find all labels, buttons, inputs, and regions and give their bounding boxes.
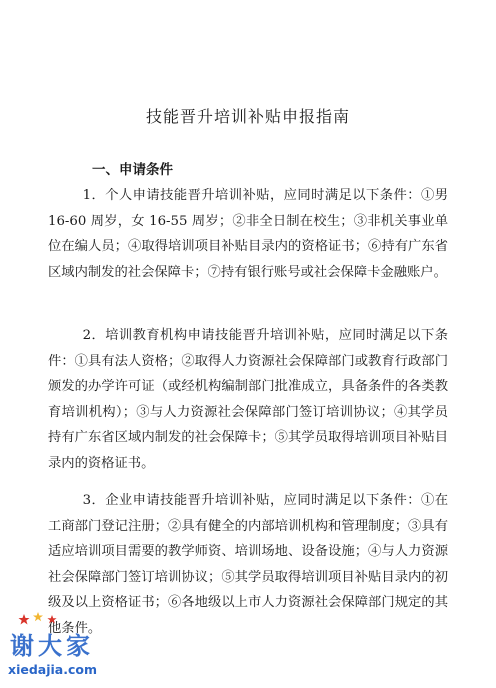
paragraph-text: 1．个人申请技能晋升培训补贴，应同时满足以下条件：①男 16-60 周岁，女 16-55 周岁；②非全日制在校生；③非机关事业单位在编人员；④取得培训项目补贴目录内的资格证书；⑥持有广东省区域内制发的社会保障卡；⑦持有银行账号或社会保障卡金融账户。 bbox=[48, 188, 448, 280]
document-title: 技能晋升培训补贴申报指南 bbox=[145, 107, 350, 126]
watermark-logo-text: 谢大家 bbox=[10, 632, 94, 660]
paragraph-individual-conditions bbox=[48, 183, 448, 285]
paragraph-text: 3．企业申请技能晋升培训补贴，应同时满足以下条件：①在工商部门登记注册；②具有健全的内部培训机构和管理制度；③具有适应培训项目需要的教学师资、培训场地、设备设施；④与人力资源社会保障部门签订培训协议；⑤其学员取得培训项目补贴目录内的初级及以上资格证书；⑥各地级以上市人力资源社会保障部门规定的其他条件。 bbox=[48, 493, 448, 636]
watermark-url: xiedajia.com bbox=[8, 662, 97, 677]
paragraph-text: 2．培训教育机构申请技能晋升培训补贴，应同时满足以下条件：①具有法人资格；②取得人力资源社会保障部门或教育行政部门颁发的办学许可证（或经机构编制部门批准成立，具备条件的各类教育培训机构）；③与人力资源社会保障部门签订培训协议；④其学员持有广东省区域内制发的社会保障卡；⑤其学员取得培训项目补贴目录内的资格证书。 bbox=[48, 328, 448, 471]
watermark-logo bbox=[10, 626, 94, 661]
paragraph-institution-conditions bbox=[48, 323, 448, 476]
site-watermark bbox=[4, 612, 124, 686]
section-heading-application-conditions: 一、申请条件 bbox=[92, 162, 173, 178]
